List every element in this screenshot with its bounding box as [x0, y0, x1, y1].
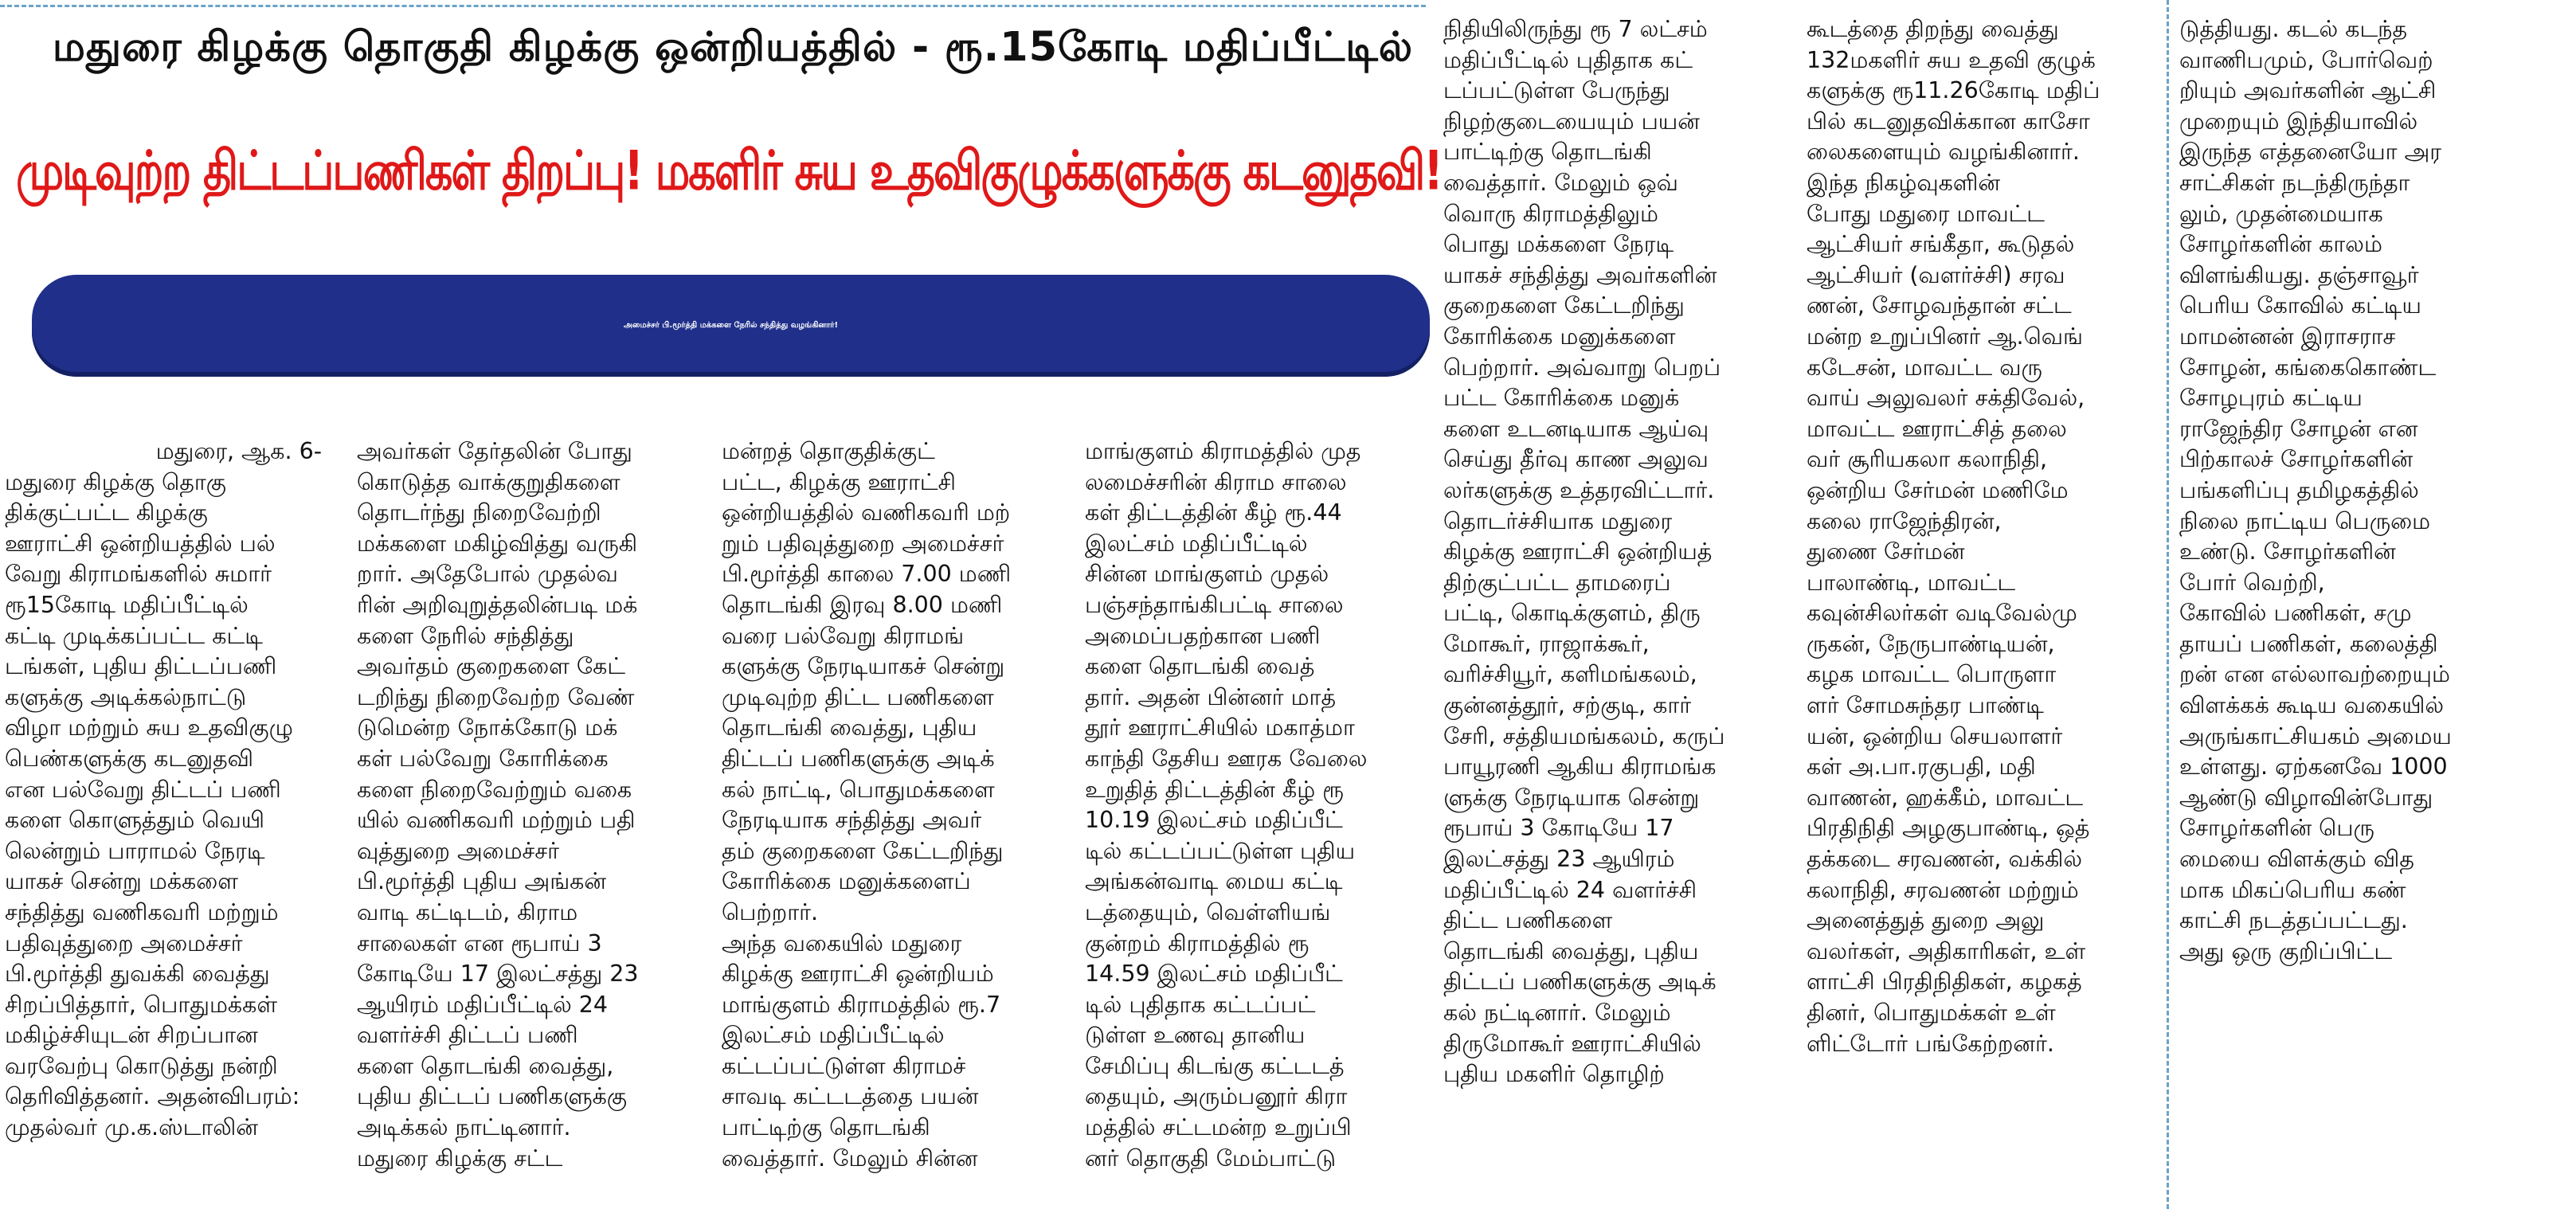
article-line: றும் பதிவுத்துறை அமைச்சர் — [722, 530, 1004, 557]
article-line: வர் சூரியகலா கலாநிதி, — [1807, 446, 2048, 473]
article-line: முதல்வர் மு.க.ஸ்டாலின் — [5, 1114, 258, 1141]
article-line: சாட்சிகள் நடந்திருந்தா — [2179, 169, 2410, 196]
article-column-3 — [722, 436, 1072, 1206]
article-line: கிழக்கு ஊராட்சி ஒன்றியத் — [1443, 538, 1713, 565]
article-line: துணை சேர்மன் — [1807, 538, 1965, 565]
dateline: மதுரை, ஆக. 6- — [155, 438, 322, 464]
article-line: திற்குட்பட்ட தாமரைப் — [1443, 569, 1671, 596]
article-line: சாவடி கட்டடத்தை பயன் — [722, 1083, 979, 1110]
article-line: றன் என எல்லாவற்றையும் — [2179, 661, 2450, 688]
article-line: வாய் அலுவலர் சக்திவேல், — [1807, 385, 2085, 412]
article-line: சின்ன மாங்குளம் முதல் — [1085, 561, 1329, 588]
article-line: மன்ற உறுப்பினர் ஆ.வெங் — [1807, 323, 2084, 350]
kicker-headline: மதுரை கிழக்கு தொகுதி கிழக்கு ஒன்றியத்தில் - ரூ.15கோடி மதிப்பீட்டில் — [52, 24, 1414, 71]
article-line: தையும், அரும்பனூர் கிரா — [1085, 1083, 1348, 1110]
article-line: மன்றத் தொகுதிக்குட் — [722, 438, 935, 464]
article-line: பட்ட, கிழக்கு ஊராட்சி — [722, 468, 956, 495]
article-line: உண்டு. சோழர்களின் — [2179, 538, 2396, 565]
article-line: மகிழ்ச்சியுடன் சிறப்பான — [5, 1022, 258, 1049]
article-line: றார். அதேபோல் முதல்வ — [357, 561, 618, 588]
article-line: களை நேரில் சந்தித்து — [357, 622, 574, 649]
article-line: தம் குறைகளை கேட்டறிந்து — [722, 837, 1004, 864]
article-line: ஆட்சியர் (வளர்ச்சி) சரவ — [1807, 261, 2065, 288]
article-line: தொடங்கி இரவு 8.00 மணி — [722, 591, 1003, 618]
article-line: பாட்டிற்கு தொடங்கி — [722, 1114, 930, 1141]
article-line: மதுரை கிழக்கு சட்ட — [357, 1144, 563, 1172]
article-line: என பல்வேறு திட்டப் பணி — [5, 776, 281, 803]
article-line: புதிய திட்டப் பணிகளுக்கு — [357, 1083, 628, 1110]
article-line: சிறப்பித்தார், பொதுமக்கள் — [5, 991, 278, 1018]
article-line: குறைகளை கேட்டறிந்து — [1443, 292, 1685, 319]
article-line: தூர் ஊராட்சியில் மகாத்மா — [1085, 714, 1355, 741]
article-line: யாகச் சந்தித்து அவர்களின் — [1443, 261, 1717, 288]
article-line: கோரிக்கை மனுக்களை — [1443, 323, 1676, 350]
article-line: டுத்தியது. கடல் கடந்த — [2179, 16, 2408, 42]
article-line: சோழர்களின் பெரு — [2179, 815, 2374, 842]
article-line: இலட்சம் மதிப்பீட்டில் — [1085, 530, 1308, 557]
column-divider-dashed — [2167, 0, 2169, 1209]
article-line: கவுன்சிலர்கள் வடிவேல்மு — [1807, 600, 2077, 627]
article-line: டுமென்ற நோக்கோடு மக் — [357, 714, 618, 741]
article-line: றியும் அவர்களின் ஆட்சி — [2179, 77, 2437, 104]
article-line: வேறு கிராமங்களில் சுமார் — [5, 561, 272, 588]
article-line: உறுதித் திட்டத்தின் கீழ் ரூ — [1085, 776, 1344, 803]
article-line: லைகளையும் வழங்கினார். — [1807, 139, 2080, 166]
article-line: கலை ராஜேந்திரன், — [1807, 507, 2002, 534]
article-line: பில் கடனுதவிக்கான காசோ — [1807, 108, 2090, 135]
article-line: விளக்கக் கூடிய வகையில் — [2179, 692, 2445, 719]
related-article-column — [2179, 14, 2570, 1206]
article-line: பாட்டிற்கு தொடங்கி — [1443, 139, 1652, 166]
article-line: மதிப்பீட்டில் 24 வளர்ச்சி — [1443, 876, 1697, 903]
article-line: திட்டப் பணிகளுக்கு அடிக் — [722, 745, 995, 772]
article-line: அனைத்துத் துறை அலு — [1807, 907, 2045, 934]
article-line: முடிவுற்ற திட்ட பணிகளை — [722, 683, 994, 710]
article-line: பாலாண்டி, மாவட்ட — [1807, 569, 2016, 596]
article-line: ருகன், நேருபாண்டியன், — [1807, 630, 2055, 657]
article-line: போர் வெற்றி, — [2179, 569, 2325, 596]
article-line: டறிந்து நிறைவேற்ற வேண் — [357, 683, 635, 710]
article-line: டில் புதிதாக கட்டப்பட் — [1085, 991, 1316, 1018]
article-line: னர் தொகுதி மேம்பாட்டு — [1085, 1144, 1337, 1172]
article-line: அருங்காட்சியகம் அமைய — [2179, 722, 2452, 749]
article-line: அவர்கள் தேர்தலின் போது — [357, 438, 632, 464]
article-line: பிரதிநிதி அழகுபாண்டி, ஒத் — [1807, 815, 2090, 842]
article-line: பெற்றார். — [722, 898, 819, 925]
article-line: கள் அ.பா.ரகுபதி, மதி — [1807, 753, 2036, 781]
article-line: லர்களுக்கு உத்தரவிட்டார். — [1443, 476, 1715, 503]
article-line: ஆயிரம் மதிப்பீட்டில் 24 — [357, 991, 609, 1018]
article-line: மதிப்பீட்டில் புதிதாக கட் — [1443, 46, 1693, 73]
article-line: களை தொடங்கி வைத்து, — [357, 1052, 614, 1079]
article-line: டுள்ள உணவு தானிய — [1085, 1022, 1306, 1049]
article-line: கள் பல்வேறு கோரிக்கை — [357, 745, 609, 772]
article-line: கள் திட்டத்தின் கீழ் ரூ.44 — [1085, 499, 1342, 526]
article-line: தக்கடை சரவணன், வக்கில் — [1807, 846, 2083, 873]
article-line: வொரு கிராமத்திலும் — [1443, 200, 1658, 227]
article-line: மாங்குளம் கிராமத்தில் ரூ.7 — [722, 991, 1001, 1018]
article-line: களுக்கு அடிக்கல்நாட்டு — [5, 683, 247, 710]
article-line: நிலை நாட்டிய பெருமை — [2179, 507, 2431, 534]
article-line: பட்ட கோரிக்கை மனுக் — [1443, 385, 1680, 412]
article-line: வைத்தார். மேலும் ஒவ் — [1443, 169, 1678, 196]
article-column-2 — [357, 436, 707, 1206]
article-line: 132மகளிர் சுய உதவி குழுக் — [1807, 46, 2096, 73]
article-line: ளாட்சி பிரதிநிதிகள், கழகத் — [1807, 968, 2082, 996]
subheadline-banner — [32, 275, 1430, 377]
article-line: ளுக்கு நேரடியாக சென்று — [1443, 784, 1700, 811]
main-headline: முடிவுற்ற திட்டப்பணிகள் திறப்பு! மகளிர் சுய உதவிகுழுக்களுக்கு கடனுதவி! — [16, 139, 1442, 202]
article-line: சேரி, சத்தியமங்கலம், கருப் — [1443, 722, 1725, 749]
article-line: பெண்களுக்கு கடனுதவி — [5, 745, 254, 772]
article-line: திருமோகூர் ஊராட்சியில் — [1443, 1030, 1701, 1057]
article-line: ராஜேந்திர சோழன் என — [2179, 415, 2418, 442]
article-line: பங்களிப்பு தமிழகத்தில் — [2179, 476, 2419, 503]
article-line: கோடியே 17 இலட்சத்து 23 — [357, 961, 639, 988]
article-line: குன்னத்தூர், சற்குடி, கார் — [1443, 692, 1692, 719]
article-line: தினர், பொதுமக்கள் உள் — [1807, 1000, 2056, 1026]
article-line: கூடத்தை திறந்து வைத்து — [1807, 16, 2059, 42]
article-line: திக்குட்பட்ட கிழக்கு — [5, 499, 208, 526]
article-column-4 — [1085, 436, 1431, 1206]
article-line: முறையும் இந்தியாவில் — [2179, 108, 2418, 135]
article-line: ரின் அறிவுறுத்தலின்படி மக் — [357, 591, 638, 618]
article-line: விழா மற்றும் சுய உதவிகுழு — [5, 714, 293, 741]
article-column-1 — [5, 436, 346, 1206]
article-line: இந்த நிகழ்வுகளின் — [1807, 169, 2001, 196]
article-line: கல் நட்டினார். மேலும் — [1443, 1000, 1671, 1026]
article-line: இலட்சத்து 23 ஆயிரம் — [1443, 846, 1675, 873]
article-line: ஒன்றியத்தில் வணிகவரி மற் — [722, 499, 1011, 526]
article-line: சோழன், கங்கைகொண்ட — [2179, 354, 2437, 381]
article-line: மதுரை கிழக்கு தொகு — [5, 468, 226, 495]
article-line: களுக்கு நேரடியாகச் சென்று — [722, 653, 1005, 680]
article-line: ணன், சோழவந்தான் சட்ட — [1807, 292, 2072, 319]
article-line: குன்றம் கிராமத்தில் ரூ — [1085, 929, 1310, 957]
article-line: வாணிபமும், போர்வெற் — [2179, 46, 2433, 73]
article-line: நிதியிலிருந்து ரூ 7 லட்சம் — [1443, 16, 1708, 42]
article-line: மோகூர், ராஜாக்கூர், — [1443, 630, 1650, 657]
article-line: கொடுத்த வாக்குறுதிகளை — [357, 468, 621, 495]
article-line: உள்ளது. ஏற்கனவே 1000 — [2179, 753, 2448, 781]
article-line: பி.மூர்த்தி புதிய அங்கன் — [357, 868, 607, 895]
article-line: ளிட்டோர் பங்கேற்றனர். — [1807, 1030, 2054, 1057]
article-line: பட்டி, கொடிக்குளம், திரு — [1443, 600, 1701, 627]
article-line: திட்ட பணிகளை — [1443, 907, 1613, 934]
article-line: டங்கள், புதிய திட்டப்பணி — [5, 653, 277, 680]
article-line: காந்தி தேசிய ஊரக வேலை — [1085, 745, 1368, 772]
article-line: திட்டப் பணிகளுக்கு அடிக் — [1443, 968, 1717, 996]
article-line: சந்தித்து வணிகவரி மற்றும் — [5, 898, 279, 925]
article-line: லும், முதன்மையாக — [2179, 200, 2383, 227]
article-line: தொடர்ந்து நிறைவேற்றி — [357, 499, 601, 526]
article-line: அது ஒரு குறிப்பிட்ட — [2179, 937, 2393, 964]
article-line: பஞ்சந்தாங்கிபட்டி சாலை — [1085, 591, 1344, 618]
article-line: பொது மக்களை நேரடி — [1443, 231, 1674, 258]
article-column-5 — [1443, 14, 1794, 1206]
article-line: செய்து தீர்வு காண அலுவ — [1443, 446, 1709, 473]
article-line: வரிச்சியூர், களிமங்கலம், — [1443, 661, 1697, 688]
article-line: கடேசன், மாவட்ட வரு — [1807, 354, 2042, 381]
article-line: சேமிப்பு கிடங்கு கட்டடத் — [1085, 1052, 1345, 1079]
article-line: வரவேற்பு கொடுத்து நன்றி — [5, 1052, 278, 1079]
article-line: பாயூரணி ஆகிய கிராமங்க — [1443, 753, 1717, 781]
article-line: தார். அதன் பின்னர் மாத் — [1085, 683, 1337, 710]
article-line: விளங்கியது. தஞ்சாவூர் — [2179, 261, 2419, 288]
article-line: கோவில் பணிகள், சமு — [2179, 600, 2412, 627]
article-line: அமைப்பதற்கான பணி — [1085, 622, 1321, 649]
article-line: கட்டி முடிக்கப்பட்ட கட்டி — [5, 622, 263, 649]
article-line: லமைச்சரின் கிராம சாலை — [1085, 468, 1347, 495]
article-line: பி.மூர்த்தி காலை 7.00 மணி — [722, 561, 1012, 588]
article-line: வளர்ச்சி திட்டப் பணி — [357, 1022, 578, 1049]
article-line: மக்களை மகிழ்வித்து வருகி — [357, 530, 638, 557]
article-line: சோழர்களின் காலம் — [2179, 231, 2382, 258]
article-line: தொடர்ச்சியாக மதுரை — [1443, 507, 1673, 534]
article-line: இலட்சம் மதிப்பீட்டில் — [722, 1022, 945, 1049]
article-line: டத்தையும், வெள்ளியங் — [1085, 898, 1331, 925]
top-dashed-border — [0, 5, 1426, 7]
article-line: ஊராட்சி ஒன்றியத்தில் பல் — [5, 530, 276, 557]
article-line: வாடி கட்டிடம், கிராம — [357, 898, 578, 925]
article-line: மாங்குளம் கிராமத்தில் முத — [1085, 438, 1361, 464]
article-line: தொடங்கி வைத்து, புதிய — [722, 714, 977, 741]
article-line: மையை விளக்கும் வித — [2179, 846, 2414, 873]
article-line: லென்றும் பாராமல் நேரடி — [5, 837, 265, 864]
article-line: மாமன்னன் இராசராச — [2179, 323, 2396, 350]
article-line: களை கொளுத்தும் வெயி — [5, 807, 265, 834]
article-line: யில் வணிகவரி மற்றும் பதி — [357, 807, 636, 834]
article-line: சாலைகள் என ரூபாய் 3 — [357, 929, 602, 957]
article-line: யாகச் சென்று மக்களை — [5, 868, 238, 895]
article-line: ரூ15கோடி மதிப்பீட்டில் — [5, 591, 249, 618]
article-line: வாணன், ஹக்கீம், மாவட்ட — [1807, 784, 2084, 811]
article-line: யன், ஒன்றிய செயலாளர் — [1807, 722, 2063, 749]
article-line: களுக்கு ரூ11.26கோடி மதிப் — [1807, 77, 2100, 104]
article-line: அங்கன்வாடி மைய கட்டி — [1085, 868, 1343, 895]
article-line: மத்தில் சட்டமன்ற உறுப்பி — [1085, 1114, 1352, 1141]
article-line: கலாநிதி, சரவணன் மற்றும் — [1807, 876, 2079, 903]
article-line: தாயப் பணிகள், கலைத்தி — [2179, 630, 2438, 657]
article-line: ஆண்டு விழாவின்போது — [2179, 784, 2433, 811]
article-line: ளர் சோமசுந்தர பாண்டி — [1807, 692, 2044, 719]
article-line: கிழக்கு ஊராட்சி ஒன்றியம் — [722, 961, 994, 988]
article-line: மாக மிகப்பெரிய கண் — [2179, 876, 2406, 903]
article-line: நிழற்குடையையும் பயன் — [1443, 108, 1700, 135]
article-line: காட்சி நடத்தப்பட்டது. — [2179, 907, 2408, 934]
article-line: தொடங்கி வைத்து, புதிய — [1443, 937, 1699, 964]
article-line: டப்பட்டுள்ள பேருந்து — [1443, 77, 1670, 104]
article-line: 10.19 இலட்சம் மதிப்பீட் — [1085, 807, 1343, 834]
article-line: கழக மாவட்ட பொருளா — [1807, 661, 2057, 688]
article-line: வலர்கள், அதிகாரிகள், உள் — [1807, 937, 2086, 964]
article-line: ஒன்றிய சேர்மன் மணிமே — [1807, 476, 2069, 503]
article-line: பிற்காலச் சோழர்களின் — [2179, 446, 2414, 473]
article-line: களை நிறைவேற்றும் வகை — [357, 776, 632, 803]
article-line: போது மதுரை மாவட்ட — [1807, 200, 2045, 227]
article-line: பெரிய கோவில் கட்டிய — [2179, 292, 2421, 319]
article-line: கட்டப்பட்டுள்ள கிராமச் — [722, 1052, 966, 1079]
article-line: புதிய மகளிர் தொழிற் — [1443, 1061, 1665, 1088]
article-line: ஆட்சியர் சங்கீதா, கூடுதல் — [1807, 231, 2075, 258]
banner-text: அமைச்சர் பி.மூர்த்தி மக்களை நேரில் சந்தித்து வழங்கினார்! — [623, 321, 839, 330]
article-line: களை உடனடியாக ஆய்வு — [1443, 415, 1709, 442]
article-line: அந்த வகையில் மதுரை — [722, 929, 962, 957]
article-line: கோரிக்கை மனுக்களைப் — [722, 868, 971, 895]
article-line: களை தொடங்கி வைத் — [1085, 653, 1315, 680]
article-line: நேரடியாக சந்தித்து அவர் — [722, 807, 982, 834]
article-line: மாவட்ட ஊராட்சித் தலை — [1807, 415, 2067, 442]
article-line: அவர்தம் குறைகளை கேட் — [357, 653, 626, 680]
article-line: பெற்றார். அவ்வாறு பெறப் — [1443, 354, 1721, 381]
article-line: பதிவுத்துறை அமைச்சர் — [5, 929, 243, 957]
article-line: டில் கட்டப்பட்டுள்ள புதிய — [1085, 837, 1356, 864]
article-line: இருந்த எத்தனையோ அர — [2179, 139, 2442, 166]
article-line: பி.மூர்த்தி துவக்கி வைத்து — [5, 961, 270, 988]
article-line: ரூபாய் 3 கோடியே 17 — [1443, 815, 1674, 842]
article-line: 14.59 இலட்சம் மதிப்பீட் — [1085, 961, 1343, 988]
article-line: கல் நாட்டி, பொதுமக்களை — [722, 776, 995, 803]
article-line: வைத்தார். மேலும் சின்ன — [722, 1144, 978, 1172]
article-line: அடிக்கல் நாட்டினார். — [357, 1114, 571, 1141]
article-line: சோழபுரம் கட்டிய — [2179, 385, 2363, 412]
article-column-6 — [1807, 14, 2157, 1206]
article-line: வுத்துறை அமைச்சர் — [357, 837, 560, 864]
article-line: வரை பல்வேறு கிராமங் — [722, 622, 965, 649]
article-line: தெரிவித்தனர். அதன்விபரம்: — [5, 1083, 300, 1110]
